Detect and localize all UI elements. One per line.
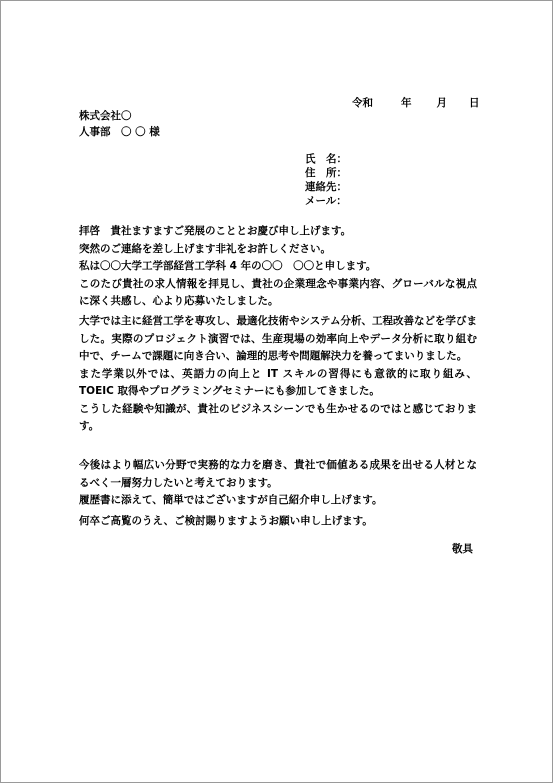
study-text: 大学では主に経営工学を専攻し、最適化技術やシステム分析、工程改善などを学びました。実際のプロジェクト演習では、生産現場の効率向上やデータ分析に取り組む中で、チームで課題に向き合い、論理的思考や問題解決力を養ってまいりました。 <box>79 315 477 362</box>
recipient-person: 人事部 〇 〇 様 <box>79 126 160 138</box>
future-goal-text: 今後はより幅広い分野で実務的な力を磨き、貴社で価値ある成果を出せる人材となるべく一層努力したいと考えております。 <box>79 459 477 489</box>
self-introduction-line: 私は〇〇大学工学部経営工学科 4 年の〇〇 〇〇と申します。 <box>79 260 377 272</box>
date-year-unit: 年 <box>401 97 412 109</box>
date-line <box>352 96 480 110</box>
contribution-text: こうした経験や知識が、貴社のビジネスシーンでも生かせるのではと感じております。 <box>79 402 477 432</box>
skills-text: また学業以外では、英語力の向上と IT スキルの習得にも意欲的に取り組み、TOEIC 取得やプログラミングセミナーにも参加してきました。 <box>79 367 477 397</box>
request-text: 何卒ご高覧のうえ、ご検討賜りますようお願い申し上げます。 <box>79 515 373 527</box>
resume-note-text: 履歴書に添えて、簡単ではございますが自己紹介申し上げます。 <box>79 494 383 506</box>
sender-contact-label: 連絡先： <box>305 181 347 193</box>
future-paragraph <box>79 457 477 510</box>
sender-name-label: 氏 名： <box>305 153 347 165</box>
date-era: 令和 <box>352 97 373 109</box>
date-day-unit: 日 <box>469 97 480 109</box>
sender-email-label: メール： <box>305 195 347 207</box>
motivation-line: このたび貴社の求人情報を拝見し、貴社の企業理念や事業内容、グローバルな視点に深く共感し、心より応募いたしました。 <box>79 277 477 307</box>
apology-line: 突然のご連絡を差し上げます非礼をお許しください。 <box>79 242 331 255</box>
date-month-unit: 月 <box>436 97 447 109</box>
sender-address-label: 住 所： <box>305 167 347 179</box>
request-paragraph <box>79 513 477 531</box>
greeting-line: 拝啓 貴社ますますご発展のこととお慶び申し上げます。 <box>79 225 352 237</box>
experience-paragraph <box>79 313 477 436</box>
opening-paragraph <box>79 223 477 311</box>
recipient-company: 株式会社〇 <box>79 110 132 122</box>
closing-keigu: 敬具 <box>452 543 473 555</box>
